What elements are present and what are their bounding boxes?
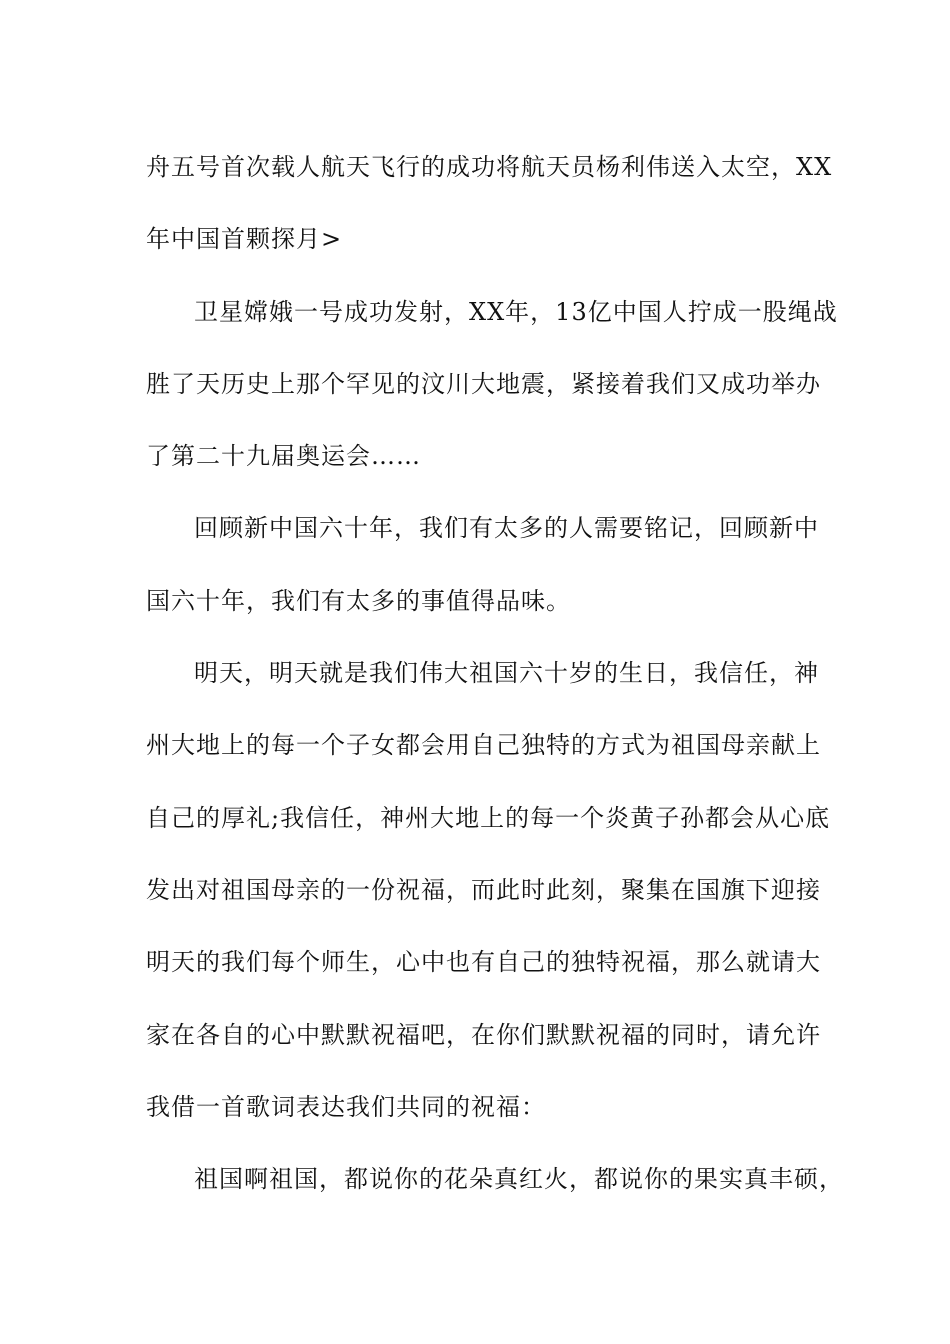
text-line: 发出对祖国母亲的一份祝福，而此时此刻，聚集在国旗下迎接 (146, 875, 821, 904)
text-line: 家在各自的心中默默祝福吧，在你们默默祝福的同时，请允许 (146, 1020, 821, 1049)
text-line: 我借一首歌词表达我们共同的祝福： (146, 1092, 546, 1121)
text-line: 年中国首颗探月> (146, 225, 343, 254)
paragraph-start-line: 回顾新中国六十年，我们有太多的人需要铭记，回顾新中 (194, 514, 819, 543)
text-line: 自己的厚礼;我信任，神州大地上的每一个炎黄子孙都会从心底 (146, 803, 831, 832)
document-body (146, 131, 844, 1215)
text-line: 胜了天历史上那个罕见的汶川大地震，紧接着我们又成功举办 (146, 369, 821, 398)
text-line: 国六十年，我们有太多的事值得品味。 (146, 586, 571, 615)
text-line: 了第二十九届奥运会…… (146, 442, 421, 471)
text-line: 州大地上的每一个子女都会用自己独特的方式为祖国母亲献上 (146, 731, 821, 760)
text-line: 舟五号首次载人航天飞行的成功将航天员杨利伟送入太空，XX (146, 153, 833, 181)
paragraph-start-line: 祖国啊祖国，都说你的花朵真红火，都说你的果实真丰硕， (194, 1165, 844, 1194)
paragraph-start-line: 明天，明天就是我们伟大祖国六十岁的生日，我信任，神 (194, 659, 819, 688)
paragraph-start-line: 卫星嫦娥一号成功发射，XX年，13亿中国人拧成一股绳战 (194, 297, 838, 326)
text-line: 明天的我们每个师生，心中也有自己的独特祝福，那么就请大 (146, 948, 821, 977)
